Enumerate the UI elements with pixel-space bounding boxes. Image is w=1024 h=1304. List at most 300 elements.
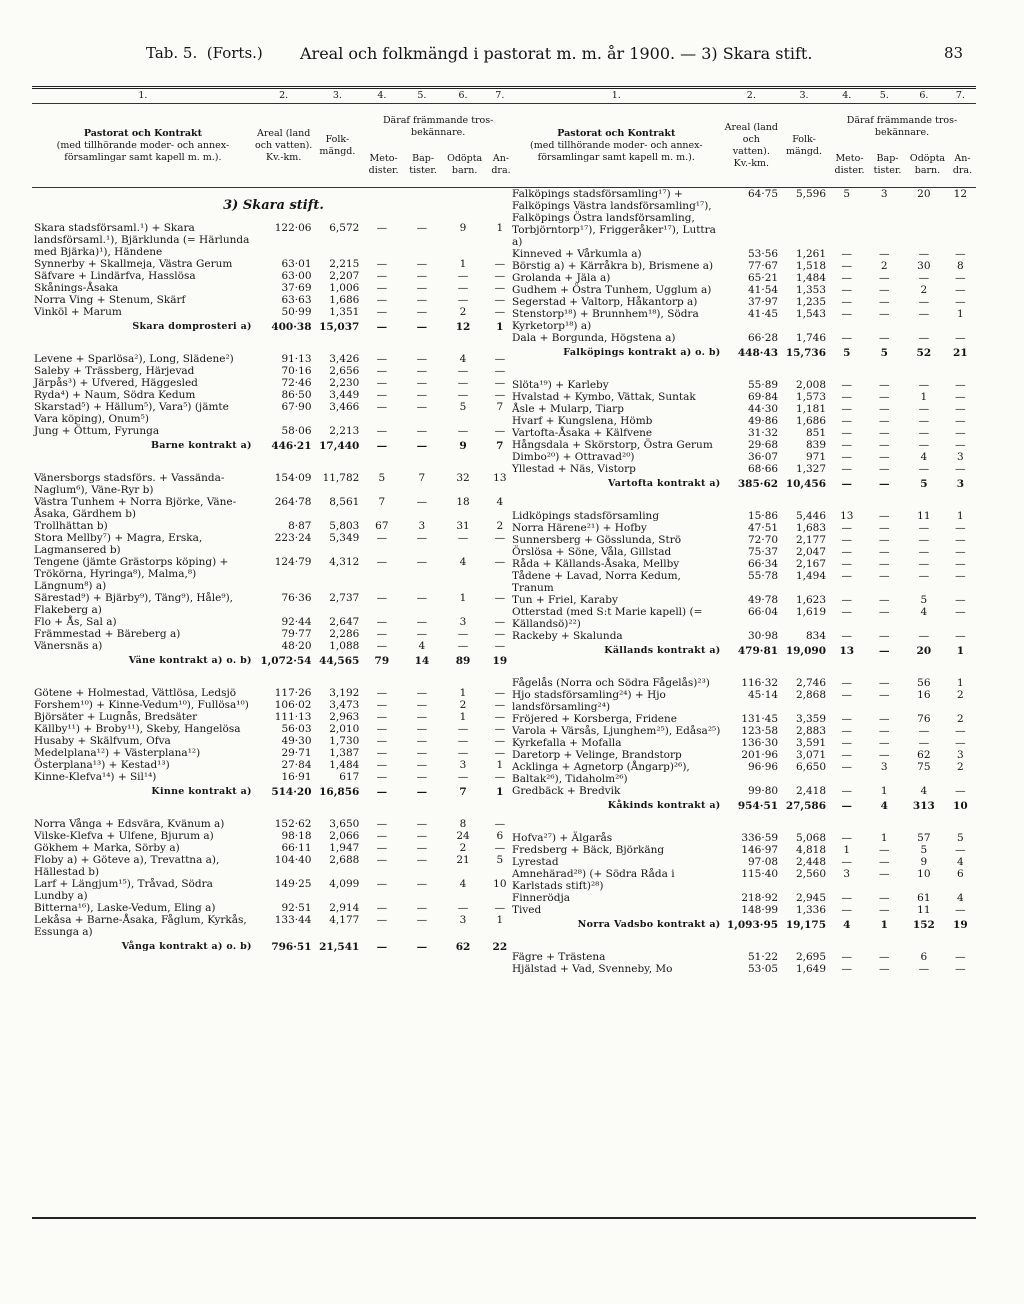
table-row bbox=[32, 556, 515, 592]
cell-baptister: — bbox=[416, 854, 428, 866]
cell-pastorat: Stora Mellby⁷) + Magra, Erska, Lagmansered b) bbox=[34, 532, 203, 556]
cell-folkmangd: 2,066 bbox=[329, 830, 360, 842]
table-row bbox=[510, 332, 976, 344]
cell-pastorat: Fröjered + Korsberga, Fridene bbox=[512, 713, 678, 725]
cell-areal: 58·06 bbox=[281, 425, 312, 437]
cell-andra: — bbox=[955, 415, 966, 427]
cell-odopta: — bbox=[918, 403, 930, 415]
cell-metodister: — bbox=[841, 892, 852, 904]
cell-baptister: — bbox=[879, 749, 890, 761]
cell-pastorat: Norra Vånga + Edsvära, Kvänum a) bbox=[34, 818, 225, 830]
cell-andra: — bbox=[494, 747, 506, 759]
table-row bbox=[510, 558, 976, 570]
cell-baptister: — bbox=[879, 868, 890, 880]
cell-areal: 41·45 bbox=[748, 308, 779, 320]
col-num-2: 2. bbox=[723, 89, 780, 104]
cell-pastorat: Kinne kontrakt a) bbox=[151, 786, 252, 797]
cell-pastorat: Daretorp + Velinge, Brandstorp bbox=[512, 749, 682, 761]
cell-metodister: — bbox=[841, 785, 852, 797]
cell-pastorat: Forshem¹⁰) + Kinne-Vedum¹⁰), Fullösa¹⁰) bbox=[34, 699, 249, 711]
cell-odopta: 4 bbox=[459, 878, 467, 890]
cell-areal: 67·90 bbox=[281, 401, 312, 413]
col-num-7: 7. bbox=[485, 89, 515, 104]
cell-metodister: — bbox=[376, 786, 388, 798]
cell-odopta: 21 bbox=[456, 854, 470, 866]
cell-metodister: 5 bbox=[843, 188, 851, 200]
cell-areal: 136·30 bbox=[741, 737, 779, 749]
cell-andra: — bbox=[494, 270, 506, 282]
cell-pastorat: Fågelås (Norra och Södra Fågelås)²³) bbox=[512, 677, 710, 689]
cell-odopta: 7 bbox=[459, 786, 467, 798]
cell-folkmangd: 2,914 bbox=[329, 902, 360, 914]
cell-pastorat: Grolanda + Jäla a) bbox=[512, 272, 611, 284]
cell-andra: — bbox=[955, 904, 966, 916]
cell-andra: 10 bbox=[953, 800, 968, 812]
cell-pastorat: Dimbo²⁰) + Ottravad²⁰) bbox=[512, 451, 635, 463]
cell-metodister: — bbox=[841, 391, 852, 403]
cell-baptister: — bbox=[416, 270, 428, 282]
spacer-cell bbox=[32, 959, 515, 973]
cell-folkmangd: 1,006 bbox=[329, 282, 360, 294]
cell-pastorat: Vilske-Klefva + Ulfene, Bjurum a) bbox=[34, 830, 214, 842]
cell-pastorat: Levene + Sparlösa²), Long, Slädene²) bbox=[34, 353, 234, 365]
cell-metodister: — bbox=[841, 856, 852, 868]
cell-andra: 1 bbox=[496, 914, 504, 926]
cell-pastorat: Hjo stadsförsamling²⁴) + Hjo landsförsamling²⁴) bbox=[512, 689, 666, 713]
cell-folkmangd: 4,312 bbox=[329, 556, 360, 568]
cell-metodister: — bbox=[841, 951, 852, 963]
cell-pastorat: Norra Ving + Stenum, Skärf bbox=[34, 294, 186, 306]
table-row bbox=[510, 737, 976, 749]
cell-folkmangd: 1,181 bbox=[795, 403, 826, 415]
cell-pastorat: Gredbäck + Bredvik bbox=[512, 785, 621, 797]
cell-folkmangd: 2,167 bbox=[795, 558, 826, 570]
col-num-5: 5. bbox=[866, 89, 904, 104]
cell-metodister: — bbox=[376, 735, 388, 747]
cell-baptister: — bbox=[879, 689, 890, 701]
cell-folkmangd: 6,650 bbox=[795, 761, 826, 773]
cell-folkmangd: 2,695 bbox=[795, 951, 826, 963]
cell-folkmangd: 2,047 bbox=[795, 546, 826, 558]
cell-andra: 2 bbox=[957, 713, 964, 725]
cell-odopta: — bbox=[918, 534, 930, 546]
table-row bbox=[510, 260, 976, 272]
cell-metodister: — bbox=[376, 941, 388, 953]
cell-pastorat: Kyrkefalla + Mofalla bbox=[512, 737, 622, 749]
cell-areal: 448·43 bbox=[737, 347, 779, 359]
cell-areal: 49·86 bbox=[748, 415, 779, 427]
stift-title: 3) Skara stift. bbox=[223, 198, 324, 213]
cell-folkmangd: 3,071 bbox=[795, 749, 826, 761]
col-num-1: 1. bbox=[510, 89, 723, 104]
cell-areal: 385·62 bbox=[737, 478, 779, 490]
col-areal: Areal (land och vatten). Kv.-km. bbox=[254, 104, 314, 188]
cell-areal: 201·96 bbox=[741, 749, 779, 761]
cell-metodister: — bbox=[376, 389, 388, 401]
cell-metodister: 79 bbox=[374, 655, 390, 667]
cell-metodister: 7 bbox=[378, 496, 386, 508]
cell-metodister: — bbox=[841, 713, 852, 725]
cell-folkmangd: 6,572 bbox=[329, 222, 360, 234]
cell-odopta: — bbox=[457, 735, 469, 747]
cell-metodister: — bbox=[841, 415, 852, 427]
cell-pastorat: Främmestad + Bäreberg a) bbox=[34, 628, 181, 640]
cell-metodister: — bbox=[841, 534, 852, 546]
table-row bbox=[510, 570, 976, 594]
cell-pastorat: Acklinga + Agnetorp (Ångarp)²⁶), Baltak²⁶), Tidaholm²⁶) bbox=[512, 761, 690, 785]
cell-folkmangd: 1,623 bbox=[795, 594, 826, 606]
kontrakt-total-row bbox=[510, 916, 976, 937]
table-row bbox=[510, 785, 976, 797]
cell-odopta: 5 bbox=[459, 401, 467, 413]
cell-baptister: — bbox=[879, 403, 890, 415]
cell-baptister: — bbox=[879, 272, 890, 284]
cell-baptister: — bbox=[416, 365, 428, 377]
cell-baptister: 1 bbox=[880, 785, 888, 797]
cell-areal: 8·87 bbox=[288, 520, 312, 532]
spacer-cell bbox=[32, 339, 515, 353]
cell-pastorat: Björsäter + Lugnås, Bredsäter bbox=[34, 711, 198, 723]
cell-metodister: — bbox=[841, 963, 852, 975]
table-row bbox=[32, 306, 515, 318]
cell-folkmangd: 3,650 bbox=[329, 818, 360, 830]
group-spacer bbox=[510, 496, 976, 510]
table-row bbox=[32, 389, 515, 401]
cell-folkmangd: 1,619 bbox=[795, 606, 826, 618]
cell-odopta: 2 bbox=[920, 284, 928, 296]
cell-pastorat: Vartofta kontrakt a) bbox=[607, 478, 721, 489]
cell-areal: 218·92 bbox=[741, 892, 779, 904]
cell-folkmangd: 19,175 bbox=[785, 919, 826, 931]
cell-andra: — bbox=[494, 723, 506, 735]
page-number: 83 bbox=[944, 44, 964, 62]
cell-metodister: — bbox=[841, 272, 852, 284]
cell-pastorat: Väne kontrakt a) o. b) bbox=[128, 655, 252, 666]
cell-pastorat: Husaby + Skälfvum, Ofva bbox=[34, 735, 171, 747]
cell-andra: — bbox=[955, 737, 966, 749]
cell-pastorat: Amnehärad²⁸) (+ Södra Råda i Karlstads stift)²⁸) bbox=[512, 868, 675, 892]
cell-andra: — bbox=[955, 272, 966, 284]
table-row bbox=[510, 689, 976, 713]
cell-folkmangd: 3,473 bbox=[329, 699, 360, 711]
cell-pastorat: Tengene (jämte Grästorps köping) + Trökörna, Hyringa⁸), Malma,⁸) Längnum⁸) a) bbox=[34, 556, 229, 592]
cell-folkmangd: 4,818 bbox=[795, 844, 826, 856]
cell-areal: 75·37 bbox=[748, 546, 779, 558]
cell-baptister: — bbox=[879, 570, 890, 582]
cell-metodister: — bbox=[841, 689, 852, 701]
cell-odopta: 75 bbox=[917, 761, 931, 773]
cell-areal: 15·86 bbox=[748, 510, 779, 522]
table-row bbox=[510, 832, 976, 844]
cell-pastorat: Fägre + Trästena bbox=[512, 951, 606, 963]
table-row bbox=[32, 282, 515, 294]
cell-metodister: 67 bbox=[375, 520, 389, 532]
cell-baptister: — bbox=[879, 391, 890, 403]
cell-odopta: 18 bbox=[456, 496, 470, 508]
cell-andra: — bbox=[494, 353, 506, 365]
cell-odopta: — bbox=[457, 902, 469, 914]
table-row bbox=[32, 377, 515, 389]
cell-metodister: — bbox=[376, 532, 388, 544]
group-spacer bbox=[32, 673, 515, 687]
cell-baptister: — bbox=[879, 332, 890, 344]
cell-baptister: — bbox=[416, 389, 428, 401]
cell-folkmangd: 1,484 bbox=[795, 272, 826, 284]
col-num-3: 3. bbox=[780, 89, 828, 104]
cell-andra: — bbox=[955, 558, 966, 570]
cell-folkmangd: 1,746 bbox=[795, 332, 826, 344]
cell-areal: 514·20 bbox=[271, 786, 312, 798]
cell-folkmangd: 1,088 bbox=[329, 640, 360, 652]
cell-areal: 99·80 bbox=[748, 785, 779, 797]
cell-folkmangd: 21,541 bbox=[319, 941, 360, 953]
table-row bbox=[510, 630, 976, 642]
cell-pastorat: Österplana¹³) + Kestad¹³) bbox=[34, 759, 170, 771]
cell-folkmangd: 1,543 bbox=[795, 308, 826, 320]
cell-areal: 69·84 bbox=[748, 391, 779, 403]
table-row bbox=[32, 914, 515, 938]
cell-baptister: — bbox=[879, 439, 890, 451]
cell-folkmangd: 2,213 bbox=[329, 425, 360, 437]
cell-andra: 1 bbox=[496, 786, 504, 798]
table-row bbox=[510, 427, 976, 439]
cell-metodister: — bbox=[376, 771, 388, 783]
cell-areal: 79·77 bbox=[281, 628, 312, 640]
cell-baptister: — bbox=[416, 353, 428, 365]
cell-odopta: — bbox=[918, 427, 930, 439]
group-spacer bbox=[510, 663, 976, 677]
cell-folkmangd: 971 bbox=[805, 451, 826, 463]
cell-pastorat: Särestad⁹) + Bjärby⁹), Täng⁹), Håle⁹), Flakeberg a) bbox=[34, 592, 233, 616]
cell-folkmangd: 5,803 bbox=[329, 520, 360, 532]
cell-baptister: — bbox=[416, 556, 428, 568]
cell-andra: — bbox=[494, 818, 506, 830]
cell-folkmangd: 3,449 bbox=[329, 389, 360, 401]
cell-areal: 53·05 bbox=[748, 963, 779, 975]
cell-odopta: 30 bbox=[917, 260, 931, 272]
table-row bbox=[32, 294, 515, 306]
right-data-table bbox=[510, 89, 976, 975]
cell-metodister: — bbox=[841, 546, 852, 558]
col-num-1: 1. bbox=[32, 89, 254, 104]
cell-odopta: — bbox=[457, 270, 469, 282]
cell-pastorat: Tun + Friel, Karaby bbox=[512, 594, 618, 606]
cell-pastorat: Västra Tunhem + Norra Björke, Väne-Åsaka, Gärdhem b) bbox=[34, 496, 237, 520]
cell-folkmangd: 16,856 bbox=[319, 786, 360, 798]
cell-andra: — bbox=[494, 365, 506, 377]
cell-andra: — bbox=[955, 963, 966, 975]
cell-metodister: — bbox=[376, 425, 388, 437]
table-row bbox=[510, 546, 976, 558]
kontrakt-total-row bbox=[32, 938, 515, 959]
cell-pastorat: Gökhem + Marka, Sörby a) bbox=[34, 842, 180, 854]
cell-areal: 65·21 bbox=[748, 272, 779, 284]
cell-folkmangd: 15,736 bbox=[785, 347, 826, 359]
cell-areal: 77·67 bbox=[748, 260, 779, 272]
col-num-2: 2. bbox=[254, 89, 314, 104]
cell-baptister: — bbox=[416, 282, 428, 294]
cell-odopta: 89 bbox=[455, 655, 471, 667]
table-row bbox=[32, 425, 515, 437]
cell-folkmangd: 1,649 bbox=[795, 963, 826, 975]
table-row bbox=[32, 640, 515, 652]
kontrakt-total-row bbox=[510, 344, 976, 365]
cell-baptister: — bbox=[879, 478, 890, 490]
cell-baptister: — bbox=[416, 687, 428, 699]
cell-odopta: 24 bbox=[456, 830, 470, 842]
spacer-cell bbox=[32, 673, 515, 687]
cell-andra: — bbox=[494, 771, 506, 783]
cell-areal: 106·02 bbox=[274, 699, 312, 711]
cell-baptister: — bbox=[416, 818, 428, 830]
cell-odopta: — bbox=[457, 425, 469, 437]
cell-metodister: 3 bbox=[843, 868, 851, 880]
table-row bbox=[32, 628, 515, 640]
table-row bbox=[32, 854, 515, 878]
cell-pastorat: Falköpings kontrakt a) o. b) bbox=[563, 347, 721, 358]
cell-areal: 133·44 bbox=[274, 914, 312, 926]
cell-metodister: 4 bbox=[843, 919, 851, 931]
cell-andra: 1 bbox=[957, 308, 964, 320]
cell-folkmangd: 2,945 bbox=[795, 892, 826, 904]
cell-areal: 63·00 bbox=[281, 270, 312, 282]
cell-odopta: 16 bbox=[917, 689, 931, 701]
cell-pastorat: Yllestad + Näs, Vistorp bbox=[512, 463, 636, 475]
cell-andra: — bbox=[955, 522, 966, 534]
cell-andra: — bbox=[494, 306, 506, 318]
cell-odopta: 2 bbox=[459, 842, 467, 854]
cell-metodister: — bbox=[841, 478, 852, 490]
cell-odopta: 61 bbox=[917, 892, 931, 904]
cell-pastorat: Kinneved + Vårkumla a) bbox=[512, 248, 642, 260]
cell-andra: — bbox=[494, 842, 506, 854]
cell-metodister: — bbox=[841, 904, 852, 916]
cell-metodister: — bbox=[376, 401, 388, 413]
cell-areal: 104·40 bbox=[274, 854, 312, 866]
cell-pastorat: Gudhem + Östra Tunhem, Ugglum a) bbox=[512, 284, 712, 296]
cell-folkmangd: 1,353 bbox=[795, 284, 826, 296]
cell-odopta: 62 bbox=[455, 941, 471, 953]
cell-baptister: 4 bbox=[418, 640, 426, 652]
cell-areal: 479·81 bbox=[737, 645, 779, 657]
table-row bbox=[510, 391, 976, 403]
cell-areal: 37·69 bbox=[281, 282, 312, 294]
cell-baptister: — bbox=[416, 711, 428, 723]
table-row bbox=[510, 272, 976, 284]
col-daraf: Däraf främmande tros-bekännare. Meto-dister. Bap-tister. Odöpta barn. An-dra. bbox=[361, 104, 515, 188]
cell-areal: 111·13 bbox=[274, 711, 312, 723]
cell-baptister: — bbox=[879, 296, 890, 308]
cell-odopta: 20 bbox=[916, 645, 932, 657]
cell-folkmangd: 4,099 bbox=[329, 878, 360, 890]
cell-metodister: — bbox=[841, 332, 852, 344]
cell-baptister: — bbox=[416, 771, 428, 783]
table-row bbox=[32, 532, 515, 556]
cell-areal: 72·70 bbox=[748, 534, 779, 546]
cell-metodister: — bbox=[376, 711, 388, 723]
col-num-3: 3. bbox=[314, 89, 362, 104]
cell-baptister: — bbox=[416, 735, 428, 747]
table-row bbox=[510, 522, 976, 534]
cell-odopta: 152 bbox=[912, 919, 935, 931]
cell-metodister: 5 bbox=[843, 347, 851, 359]
table-row bbox=[32, 723, 515, 735]
cell-folkmangd: 834 bbox=[805, 630, 826, 642]
cell-pastorat: Vänersborgs stadsförs. + Vassända-Naglum⁶), Väne-Ryr b) bbox=[34, 472, 225, 496]
cell-metodister: — bbox=[841, 832, 852, 844]
spacer-cell bbox=[510, 365, 976, 379]
cell-andra: — bbox=[955, 391, 966, 403]
cell-odopta: 76 bbox=[917, 713, 931, 725]
table-row bbox=[510, 904, 976, 916]
cell-folkmangd: 1,261 bbox=[795, 248, 826, 260]
cell-folkmangd: 2,177 bbox=[795, 534, 826, 546]
cell-andra: — bbox=[494, 389, 506, 401]
cell-odopta: 57 bbox=[917, 832, 931, 844]
cell-metodister: 13 bbox=[839, 645, 855, 657]
cell-andra: — bbox=[494, 258, 506, 270]
cell-odopta: — bbox=[457, 377, 469, 389]
cell-andra: 19 bbox=[492, 655, 508, 667]
cell-metodister: — bbox=[376, 270, 388, 282]
cell-areal: 91·13 bbox=[281, 353, 312, 365]
cell-odopta: — bbox=[918, 332, 930, 344]
cell-metodister: — bbox=[376, 306, 388, 318]
cell-andra: 7 bbox=[496, 440, 504, 452]
kontrakt-total-row bbox=[32, 318, 515, 339]
cell-odopta: — bbox=[457, 389, 469, 401]
cell-metodister: — bbox=[376, 747, 388, 759]
cell-andra: — bbox=[955, 463, 966, 475]
cell-areal: 223·24 bbox=[274, 532, 312, 544]
cell-andra: — bbox=[955, 427, 966, 439]
cell-baptister: — bbox=[416, 786, 428, 798]
cell-baptister: — bbox=[879, 844, 890, 856]
cell-pastorat: Örslösa + Söne, Våla, Gillstad bbox=[512, 546, 672, 558]
cell-baptister: — bbox=[416, 306, 428, 318]
cell-folkmangd: 3,359 bbox=[795, 713, 826, 725]
cell-odopta: — bbox=[457, 294, 469, 306]
cell-pastorat: Fredsberg + Bäck, Björkäng bbox=[512, 844, 665, 856]
cell-baptister: — bbox=[879, 463, 890, 475]
cell-odopta: — bbox=[918, 725, 930, 737]
cell-pastorat: Norra Härene²¹) + Hofby bbox=[512, 522, 647, 534]
page-header bbox=[0, 44, 1024, 66]
cell-pastorat: Götene + Holmestad, Vättlösa, Ledsjö bbox=[34, 687, 237, 699]
table-row bbox=[510, 856, 976, 868]
page-title: Areal och folkmängd i pastorat m. m. år 1900. — 3) Skara stift. bbox=[300, 44, 813, 63]
cell-andra: — bbox=[494, 556, 506, 568]
cell-folkmangd: 2,010 bbox=[329, 723, 360, 735]
table-row bbox=[510, 868, 976, 892]
cell-folkmangd: 1,518 bbox=[795, 260, 826, 272]
cell-folkmangd: 851 bbox=[805, 427, 826, 439]
cell-areal: 76·36 bbox=[281, 592, 312, 604]
spacer-cell bbox=[510, 818, 976, 832]
cell-pastorat: Floby a) + Göteve a), Trevattna a), Hällestad b) bbox=[34, 854, 220, 878]
cell-folkmangd: 1,686 bbox=[329, 294, 360, 306]
table-row bbox=[32, 520, 515, 532]
cell-baptister: 4 bbox=[880, 800, 888, 812]
cell-pastorat: Hångsdala + Skörstorp, Östra Gerum bbox=[512, 439, 713, 451]
table-row bbox=[32, 353, 515, 365]
cell-andra: 1 bbox=[957, 677, 964, 689]
cell-pastorat: Lekåsa + Barne-Åsaka, Fåglum, Kyrkås, Essunga a) bbox=[34, 914, 247, 938]
cell-baptister: 3 bbox=[418, 520, 426, 532]
cell-metodister: — bbox=[376, 830, 388, 842]
cell-folkmangd: 1,683 bbox=[795, 522, 826, 534]
cell-odopta: 3 bbox=[459, 616, 467, 628]
